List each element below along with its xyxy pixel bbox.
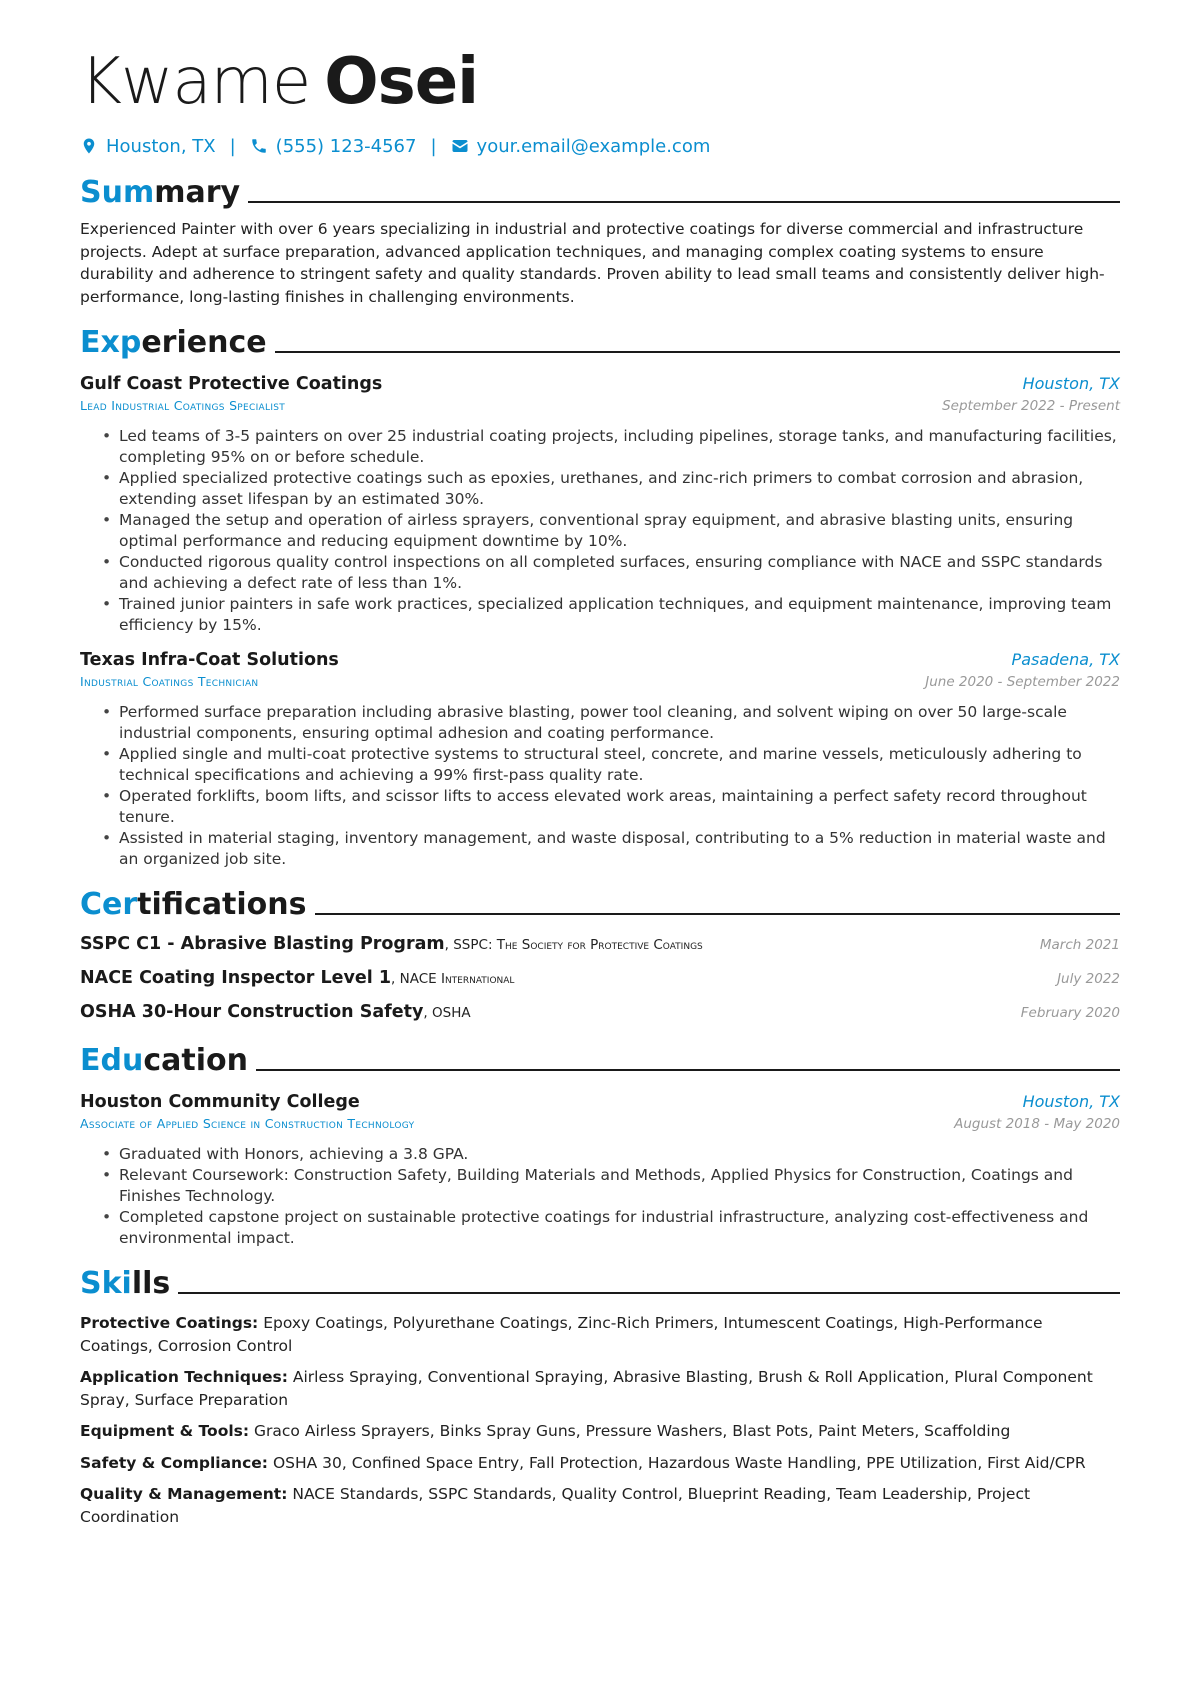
job-location: Houston, TX [1022, 374, 1120, 393]
contact-info [80, 134, 1120, 158]
phone-text: (555) 123-4567 [275, 135, 417, 157]
list-item: • Graduated with Honors, achieving a 3.8 GPA. [102, 1144, 1120, 1165]
education-heading [80, 1038, 1120, 1080]
experience-heading [80, 320, 1120, 362]
section-title: Summary [80, 175, 241, 210]
location-text: Houston, TX [106, 135, 216, 157]
phone-item[interactable] [250, 136, 417, 157]
certification-item: OSHA 30-Hour Construction Safety, OSHA February 2020 [80, 1002, 1120, 1022]
certification-name: SSPC C1 - Abrasive Blasting Program [80, 934, 445, 954]
first-name: Kwame [80, 45, 311, 119]
list-item: • Applied specialized protective coatings such as epoxies, urethanes, and zinc-rich primers to combat corrosion and abrasion, extending asset lifespan by an estimated 30%. [102, 468, 1120, 510]
job-location: Pasadena, TX [1011, 650, 1120, 669]
list-item: • Operated forklifts, boom lifts, and scissor lifts to access elevated work areas, maintaining a perfect safety record throughout tenure. [102, 786, 1120, 828]
phone-icon [250, 137, 268, 155]
map-marker-icon [80, 137, 98, 155]
list-item: • Assisted in material staging, inventory management, and waste disposal, contributing to a 5% reduction in material waste and an organized job site. [102, 828, 1120, 870]
skills-heading [80, 1261, 1120, 1303]
skill-values: Graco Airless Sprayers, Binks Spray Guns, Pressure Washers, Blast Pots, Paint Meters, Scaffolding [254, 1422, 1011, 1440]
email-item[interactable] [451, 136, 711, 157]
list-item: • Applied single and multi-coat protective systems to structural steel, concrete, and marine vessels, meticulously adhering to technical specifications and achieving a 99% first-pass quality rate. [102, 744, 1120, 786]
summary-text: Experienced Painter with over 6 years specializing in industrial and protective coatings for diverse commercial and infrastructure projects. Adept at surface preparation, advanced application techniques, and managing complex coating systems to ensure durability and adherence to stringent safety and quality standards. Proven ability to lead small teams and consistently deliver high-performance, long-lasting finishes in challenging environments. [80, 220, 1105, 306]
certification-item: NACE Coating Inspector Level 1, NACE International July 2022 [80, 968, 1120, 988]
last-name: Osei [324, 45, 479, 119]
contact-separator: | [430, 135, 437, 157]
section-title: Experience [80, 325, 267, 360]
skill-label: Application Techniques: [80, 1368, 288, 1386]
experience-entry [80, 648, 1120, 870]
certification-date: February 2020 [1020, 1005, 1120, 1021]
resume-page [80, 44, 1120, 1528]
section-rule [256, 1069, 1120, 1071]
skill-values: Epoxy Coatings, Polyurethane Coatings, Zinc-Rich Primers, Intumescent Coatings, High-Performance Coatings, Corrosion Control [80, 1314, 1043, 1355]
section-rule [315, 913, 1120, 915]
experience-entry [80, 372, 1120, 636]
section-rule [178, 1292, 1120, 1294]
certification-name: NACE Coating Inspector Level 1 [80, 968, 392, 988]
education-entry [80, 1090, 1120, 1249]
job-bullets [102, 426, 1120, 636]
certifications-heading [80, 882, 1120, 924]
skill-values: Airless Spraying, Conventional Spraying, Abrasive Blasting, Brush & Roll Application, Plural Component Spray, Surface Preparation [80, 1368, 1093, 1409]
certification-date: March 2021 [1039, 937, 1120, 953]
skill-group [80, 1420, 1120, 1443]
section-title: Certifications [80, 887, 307, 922]
skill-group [80, 1366, 1120, 1411]
skill-label: Equipment & Tools: [80, 1422, 250, 1440]
section-title: Skills [80, 1266, 171, 1301]
education-bullets [102, 1144, 1120, 1249]
job-title: Industrial Coatings Technician [80, 674, 259, 689]
education-dates: August 2018 - May 2020 [954, 1116, 1120, 1132]
summary-heading [80, 170, 1120, 212]
candidate-name [80, 44, 1120, 120]
certification-item: SSPC C1 - Abrasive Blasting Program, SSPC: The Society for Protective Coatings March 2021 [80, 934, 1120, 954]
certification-issuer: OSHA [432, 1005, 471, 1021]
list-item: • Relevant Coursework: Construction Safety, Building Materials and Methods, Applied Physics for Construction, Coatings and Finishes Technology. [102, 1165, 1120, 1207]
certification-issuer: NACE International [399, 971, 515, 987]
certification-issuer: SSPC: The Society for Protective Coatings [453, 937, 703, 953]
skill-label: Safety & Compliance: [80, 1453, 268, 1472]
section-title: Education [80, 1043, 248, 1078]
school-location: Houston, TX [1022, 1092, 1120, 1111]
section-rule [248, 201, 1120, 203]
skill-label: Protective Coatings: [80, 1314, 259, 1332]
skill-group [80, 1483, 1120, 1528]
degree-title: Associate of Applied Science in Construction Technology [80, 1116, 415, 1131]
job-dates: September 2022 - Present [942, 398, 1120, 414]
skill-values: NACE Standards, SSPC Standards, Quality Control, Blueprint Reading, Team Leadership, Project Coordination [80, 1485, 1031, 1526]
location-item [80, 136, 216, 157]
skill-label: Quality & Management: [80, 1485, 288, 1503]
list-item: • Conducted rigorous quality control inspections on all completed surfaces, ensuring compliance with NACE and SSPC standards and achieving a defect rate of less than 1%. [102, 552, 1120, 594]
skill-group [80, 1452, 1120, 1475]
certification-date: July 2022 [1057, 971, 1120, 987]
list-item: • Trained junior painters in safe work practices, specialized application techniques, and equipment maintenance, improving team efficiency by 15%. [102, 594, 1120, 636]
list-item: • Completed capstone project on sustainable protective coatings for industrial infrastructure, analyzing cost-effectiveness and environmental impact. [102, 1207, 1120, 1249]
employer-name: Gulf Coast Protective Coatings [80, 374, 383, 394]
skill-values: OSHA 30, Confined Space Entry, Fall Protection, Hazardous Waste Handling, PPE Utilization, First Aid/CPR [272, 1453, 1086, 1472]
job-title: Lead Industrial Coatings Specialist [80, 398, 286, 413]
section-rule [275, 351, 1120, 353]
list-item: • Managed the setup and operation of airless sprayers, conventional spray equipment, and abrasive blasting units, ensuring optimal performance and reducing equipment downtime by 10%. [102, 510, 1120, 552]
list-item: • Led teams of 3-5 painters on over 25 industrial coating projects, including pipelines, storage tanks, and manufacturing facilities, completing 95% on or before schedule. [102, 426, 1120, 468]
skill-group [80, 1312, 1120, 1357]
job-dates: June 2020 - September 2022 [925, 674, 1120, 690]
school-name: Houston Community College [80, 1092, 360, 1112]
email-text: your.email@example.com [476, 135, 711, 157]
list-item: • Performed surface preparation including abrasive blasting, power tool cleaning, and solvent wiping on over 50 large-scale industrial components, ensuring optimal adhesion and coating performance. [102, 702, 1120, 744]
envelope-icon [451, 137, 469, 155]
employer-name: Texas Infra-Coat Solutions [80, 650, 339, 670]
job-bullets [102, 702, 1120, 870]
certification-name: OSHA 30-Hour Construction Safety [80, 1002, 424, 1022]
contact-separator: | [229, 135, 236, 157]
